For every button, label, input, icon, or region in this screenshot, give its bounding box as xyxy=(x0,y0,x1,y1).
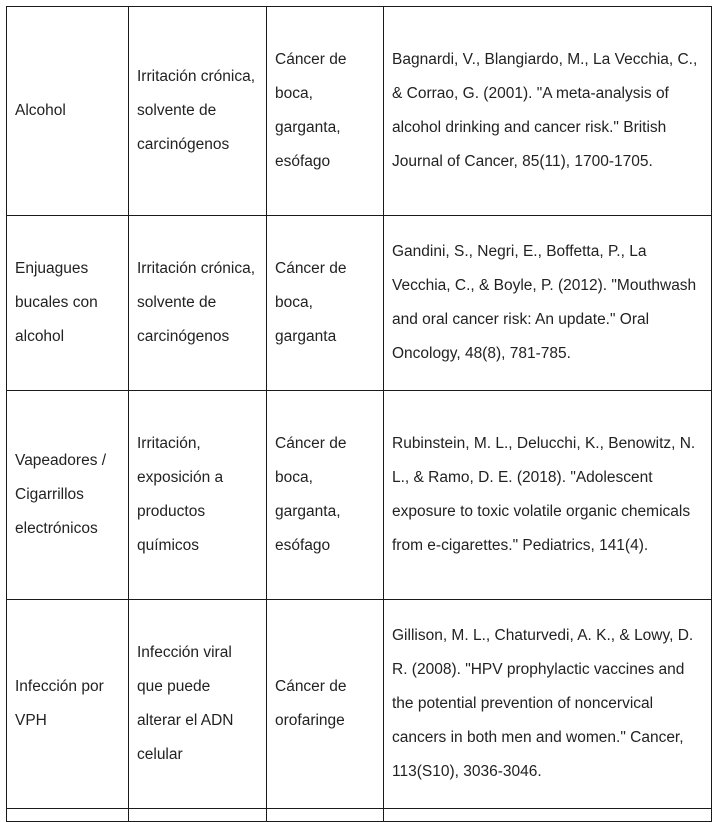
mechanism-cell: Infección viral que puede alterar el ADN celular xyxy=(129,600,267,809)
cancer-type-cell: Cáncer de boca, garganta, esófago xyxy=(267,7,384,216)
cancer-type-cell: Cáncer de orofaringe xyxy=(267,600,384,809)
factor-cell: Alcohol xyxy=(7,7,129,216)
mechanism-cell: Irritación crónica, solvente de carcinógenos xyxy=(129,216,267,391)
risk-factors-table xyxy=(6,6,712,822)
reference-cell: Gandini, S., Negri, E., Boffetta, P., La Vecchia, C., & Boyle, P. (2012). "Mouthwash and oral cancer risk: An update." Oral Oncology, 48(8), 781-785. xyxy=(384,216,712,391)
empty-cell xyxy=(267,809,384,822)
cancer-type-cell: Cáncer de boca, garganta, esófago xyxy=(267,391,384,600)
mechanism-cell: Irritación crónica, solvente de carcinógenos xyxy=(129,7,267,216)
reference-cell: Rubinstein, M. L., Delucchi, K., Benowitz, N. L., & Ramo, D. E. (2018). "Adolescent exposure to toxic volatile organic chemicals from e-cigarettes." Pediatrics, 141(4). xyxy=(384,391,712,600)
factor-cell: Infección por VPH xyxy=(7,600,129,809)
table-row xyxy=(7,600,712,809)
table-row xyxy=(7,216,712,391)
reference-cell: Bagnardi, V., Blangiardo, M., La Vecchia, C., & Corrao, G. (2001). "A meta-analysis of alcohol drinking and cancer risk." British Journal of Cancer, 85(11), 1700-1705. xyxy=(384,7,712,216)
mechanism-cell: Irritación, exposición a productos químicos xyxy=(129,391,267,600)
table-row xyxy=(7,7,712,216)
empty-cell xyxy=(129,809,267,822)
reference-cell: Gillison, M. L., Chaturvedi, A. K., & Lowy, D. R. (2008). "HPV prophylactic vaccines and the potential prevention of noncervical cancers in both men and women." Cancer, 113(S10), 3036-3046. xyxy=(384,600,712,809)
factor-cell: Enjuagues bucales con alcohol xyxy=(7,216,129,391)
table-row-partial xyxy=(7,809,712,822)
factor-cell: Vapeadores / Cigarrillos electrónicos xyxy=(7,391,129,600)
empty-cell xyxy=(384,809,712,822)
cancer-type-cell: Cáncer de boca, garganta xyxy=(267,216,384,391)
table-row xyxy=(7,391,712,600)
empty-cell xyxy=(7,809,129,822)
